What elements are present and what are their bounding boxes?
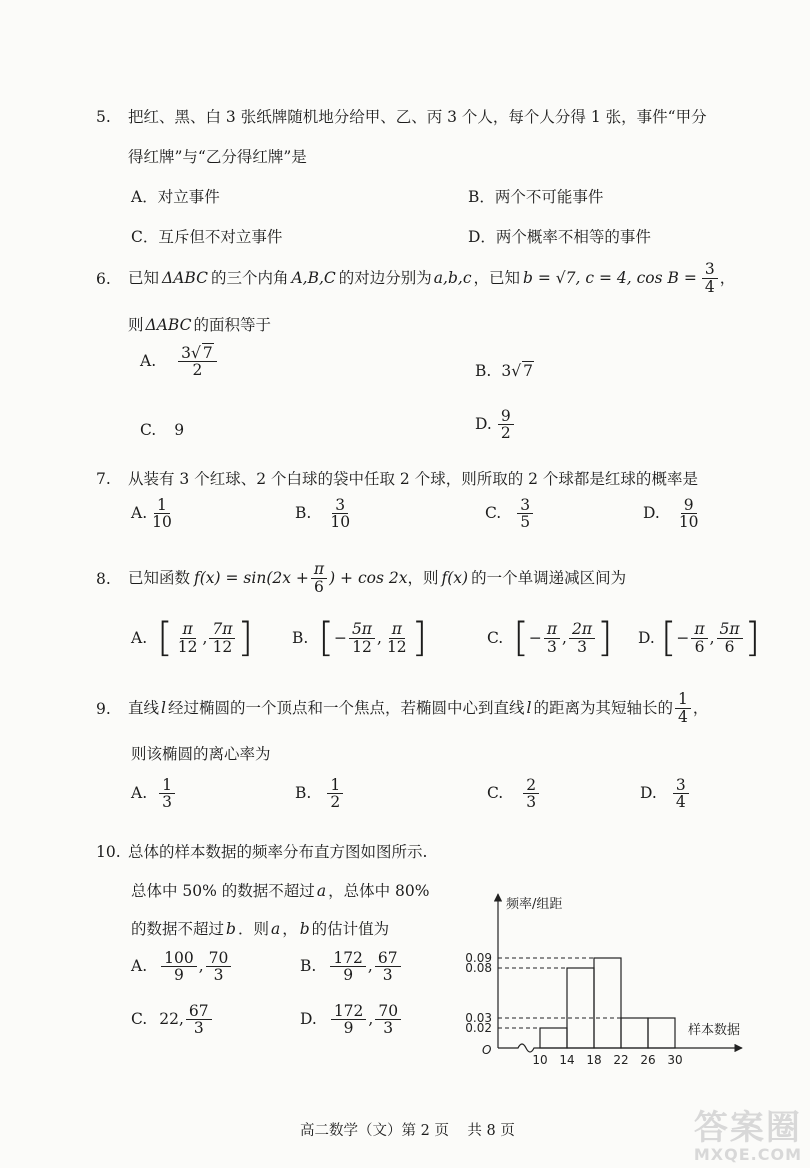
x-tick-label: 14 xyxy=(559,1053,575,1067)
y-tick-labels xyxy=(465,951,492,1035)
page-footer: 高二数学（文）第 2 页 共 8 页 xyxy=(300,1123,515,1139)
q5-option-a: A．对立事件 xyxy=(131,188,220,206)
q9-option-b: B. $\frac{1}{2}$ xyxy=(295,777,345,811)
q6-text: 的三个内角 xyxy=(210,268,289,287)
q9-option-c: C. $\frac{2}{3}$ xyxy=(487,777,541,811)
x-tick-label: 18 xyxy=(586,1053,602,1067)
origin-label: O xyxy=(482,1043,492,1057)
watermark-logo: 答案圈 MXQE.COM xyxy=(693,1108,802,1164)
y-tick-label: 0.02 xyxy=(465,1021,492,1035)
histogram-bar xyxy=(621,1018,648,1048)
x-axis-break xyxy=(498,1044,742,1052)
q7-option-c: C. $\frac{3}{5}$ xyxy=(485,497,535,531)
q6-cos-fraction: $\frac{3}{4}$ xyxy=(702,261,718,295)
q5-option-d: D．两个概率不相等的事件 xyxy=(468,228,651,246)
q6-stem-line2: 则 ΔABC 的面积等于 xyxy=(128,316,271,334)
q7-option-a: A. $\frac{1}{10}$ xyxy=(131,496,172,532)
x-tick-labels xyxy=(532,1053,682,1067)
q8-option-b: B. [ − $\frac{5\pi}{12}$ , $\frac{\pi}{12}$ ] xyxy=(292,615,428,661)
q10-option-d: D. $\frac{172}{9}$ , $\frac{70}{3}$ xyxy=(300,1003,403,1037)
q9-option-d: D. $\frac{3}{4}$ xyxy=(640,777,691,811)
q6-text: ，已知 xyxy=(473,268,521,287)
y-axis-label: 频率/组距 xyxy=(506,897,563,912)
q9-stem-line2: 则该椭圆的离心率为 xyxy=(131,745,271,763)
q8-stem: 已知函数 f(x) = sin(2x + $\frac{\pi}{6}$ ) + cos 2x ，则 f(x) 的一个单调递减区间为 xyxy=(128,560,627,596)
q6-text: ， xyxy=(719,268,736,287)
q6-option-d: D. $\frac{9}{2}$ xyxy=(475,408,516,442)
y-tick-label: 0.09 xyxy=(465,951,492,965)
frequency-histogram xyxy=(460,888,760,1068)
x-tick-label: 10 xyxy=(532,1053,548,1067)
q6-option-a: A. $\frac{3√ 7}{2}$ xyxy=(140,345,219,379)
histogram-bar xyxy=(567,968,594,1048)
q6-number: 6. xyxy=(96,270,111,288)
q10-option-c: C. 22, $\frac{67}{3}$ xyxy=(131,1003,214,1037)
x-axis-label: 样本数据 xyxy=(688,1023,741,1038)
q7-option-d: D. $\frac{9}{10}$ xyxy=(643,496,699,532)
q6-given: b = √7, c = 4, cos B = xyxy=(523,268,697,287)
q6-angles: A,B,C xyxy=(291,268,336,287)
q6-text: 已知 xyxy=(128,268,160,287)
q6-option-c: C. 9 xyxy=(140,421,185,439)
q8-option-d: D. [ − $\frac{\pi}{6}$ , $\frac{5\pi}{6}$ ] xyxy=(638,615,761,661)
q6-stem-line1 xyxy=(128,258,735,298)
q9-option-a: A. $\frac{1}{3}$ xyxy=(131,777,177,811)
y-tick-label: 0.08 xyxy=(465,961,492,975)
q6-option-b: B. 3√ 7 xyxy=(475,362,533,380)
q10-option-a: A. $\frac{100}{9}$ , $\frac{70}{3}$ xyxy=(131,950,233,984)
q6-sides: a,b,c xyxy=(433,268,472,287)
q9-number: 9. xyxy=(96,700,111,718)
q10-stem: 总体的样本数据的频率分布直方图如图所示. xyxy=(128,843,428,861)
q7-number: 7. xyxy=(96,470,111,488)
q5-stem-line1: 把红、黑、白 3 张纸牌随机地分给甲、乙、丙 3 个人，每个人分得 1 张，事件“甲分 xyxy=(128,108,707,126)
q5-number: 5. xyxy=(96,108,111,126)
q9-stem-line1: 直线 l 经过椭圆的一个顶点和一个焦点，若椭圆中心到直线 l 的距离为其短轴长的 $\frac{1}{4}$ ， xyxy=(128,690,709,726)
q5-stem-line2: 得红牌”与“乙分得红牌”是 xyxy=(128,148,307,166)
x-tick-label: 22 xyxy=(613,1053,629,1067)
histogram-bar xyxy=(594,958,621,1048)
q8-option-c: C. [ − $\frac{\pi}{3}$ , $\frac{2\pi}{3}$ ] xyxy=(487,615,613,661)
q10-number: 10. xyxy=(96,843,121,861)
q10-stem-line2: 总体中 50% 的数据不超过 a ，总体中 80% xyxy=(131,882,430,900)
x-tick-label: 26 xyxy=(640,1053,656,1067)
q10-stem-line3: 的数据不超过 b ．则 a ， b 的估计值为 xyxy=(131,920,390,938)
q5-option-b: B．两个不可能事件 xyxy=(468,188,604,206)
histogram-bar xyxy=(540,1028,567,1048)
q5-option-c: C．互斥但不对立事件 xyxy=(131,228,283,246)
q10-option-b: B. $\frac{172}{9}$ , $\frac{67}{3}$ xyxy=(300,950,403,984)
q6-text: 的对边分别为 xyxy=(338,268,432,287)
histogram-bars xyxy=(540,958,675,1048)
q7-option-b: B. $\frac{3}{10}$ xyxy=(295,496,351,532)
q7-stem: 从装有 3 个红球、2 个白球的袋中任取 2 个球，则所取的 2 个球都是红球的概率是 xyxy=(128,470,698,488)
q8-option-a: A. [ $\frac{\pi}{12}$ , $\frac{7\pi}{12}$ ] xyxy=(131,615,254,661)
q6-triangle: ΔABC xyxy=(162,268,208,287)
q8-number: 8. xyxy=(96,570,111,588)
y-tick-label: 0.03 xyxy=(465,1011,492,1025)
x-tick-label: 30 xyxy=(667,1053,683,1067)
histogram-bar xyxy=(648,1018,675,1048)
